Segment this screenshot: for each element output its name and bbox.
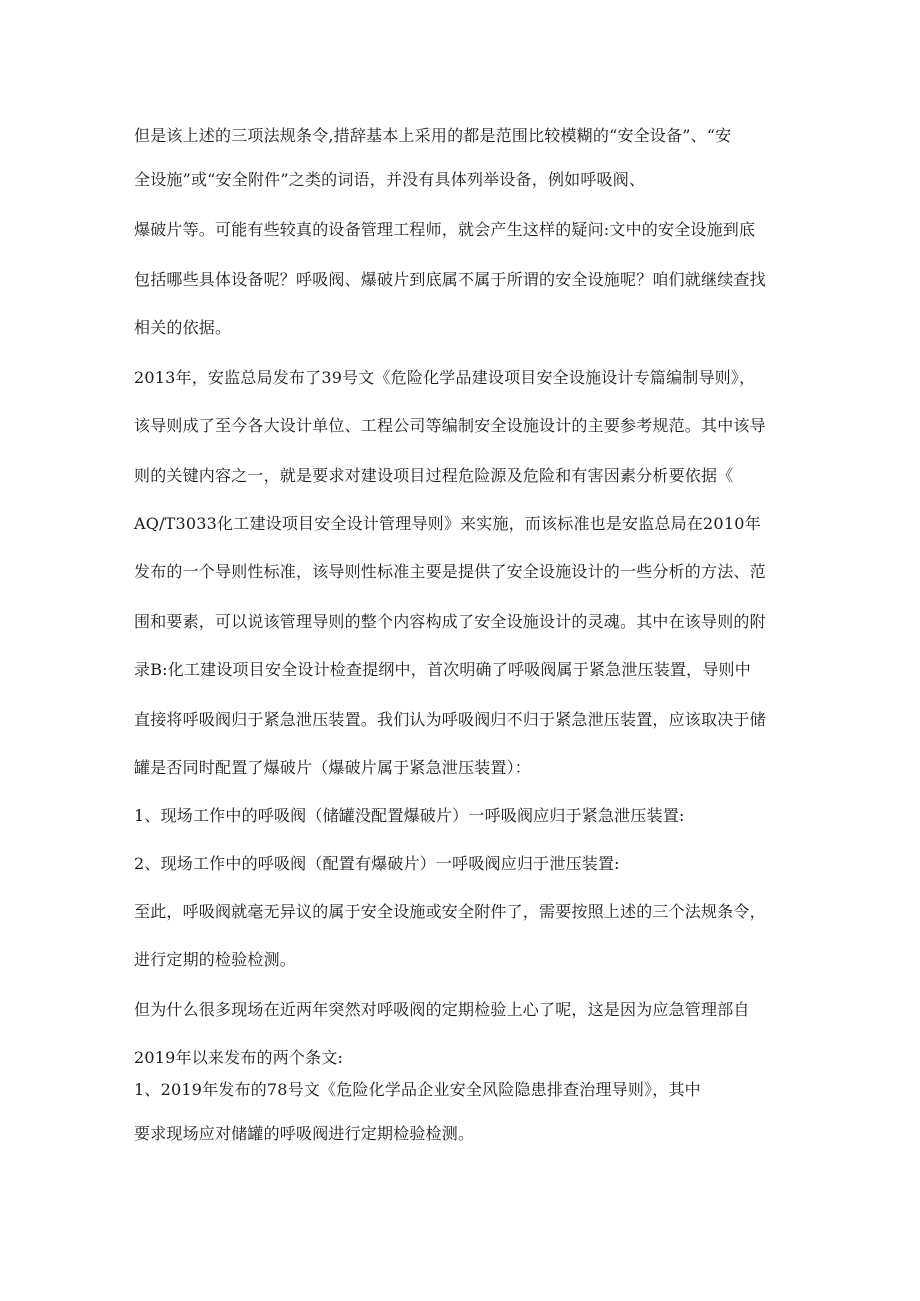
text-line: 2、现场工作中的呼吸阀（配置有爆破片）一呼吸阀应归于泄压装置: — [134, 854, 620, 873]
text-line: 爆破片等。可能有些较真的设备管理工程师，就会产生这样的疑问:文中的安全设施到底 — [134, 220, 756, 239]
text-line: 围和要素，可以说该管理导则的整个内容构成了安全设施设计的灵魂。其中在该导则的附 — [134, 612, 766, 631]
text-line: 至此，呼吸阀就毫无异议的属于安全设施或安全附件了，需要按照上述的三个法规条令， — [134, 902, 766, 921]
text-line: 则的关键内容之一，就是要求对建设项目过程危险源及危险和有害因素分析要依据《 — [134, 466, 734, 485]
text-line: AQ/T3033化工建设项目安全设计管理导则》来实施，而该标准也是安监总局在2010年 — [134, 514, 761, 533]
text-line: 发布的一个导则性标准，该导则性标准主要是提供了安全设施设计的一些分析的方法、范 — [134, 562, 766, 581]
text-line: 全设施”或“安全附件”之类的词语，并没有具体列举设备，例如呼吸阀、 — [134, 170, 646, 189]
text-line: 2013年，安监总局发布了39号文《危险化学品建设项目安全设施设计专篇编制导则》， — [134, 368, 756, 387]
text-line: 但为什么很多现场在近两年突然对呼吸阀的定期检验上心了呢，这是因为应急管理部自 — [134, 1000, 750, 1019]
text-line: 该导则成了至今各大设计单位、工程公司等编制安全设施设计的主要参考规范。其中该导 — [134, 416, 766, 435]
text-line: 1、2019年发布的78号文《危险化学品企业安全风险隐患排查治理导则》，其中 — [134, 1080, 701, 1099]
text-line: 直接将呼吸阀归于紧急泄压装置。我们认为呼吸阀归不归于紧急泄压装置，应该取决于储 — [134, 710, 766, 729]
text-line: 要求现场应对储罐的呼吸阀进行定期检验检测。 — [134, 1124, 475, 1143]
text-line: 相关的依据。 — [134, 318, 232, 337]
text-line: 包括哪些具体设备呢？呼吸阀、爆破片到底属不属于所谓的安全设施呢？咱们就继续查找 — [134, 270, 766, 289]
text-line: 但是该上述的三项法规条令,措辞基本上采用的都是范围比较模糊的“安全设备”、“安 — [134, 126, 732, 145]
text-line: 进行定期的检验检测。 — [134, 950, 297, 969]
text-line: 录B:化工建设项目安全设计检查提纲中，首次明确了呼吸阀属于紧急泄压装置，导则中 — [134, 660, 751, 679]
text-line: 2019年以来发布的两个条文: — [134, 1048, 344, 1067]
text-line: 罐是否同时配置了爆破片（爆破片属于紧急泄压装置）： — [134, 758, 532, 777]
text-line: 1、现场工作中的呼吸阀（储罐没配置爆破片）一呼吸阀应归于紧急泄压装置: — [134, 806, 685, 825]
